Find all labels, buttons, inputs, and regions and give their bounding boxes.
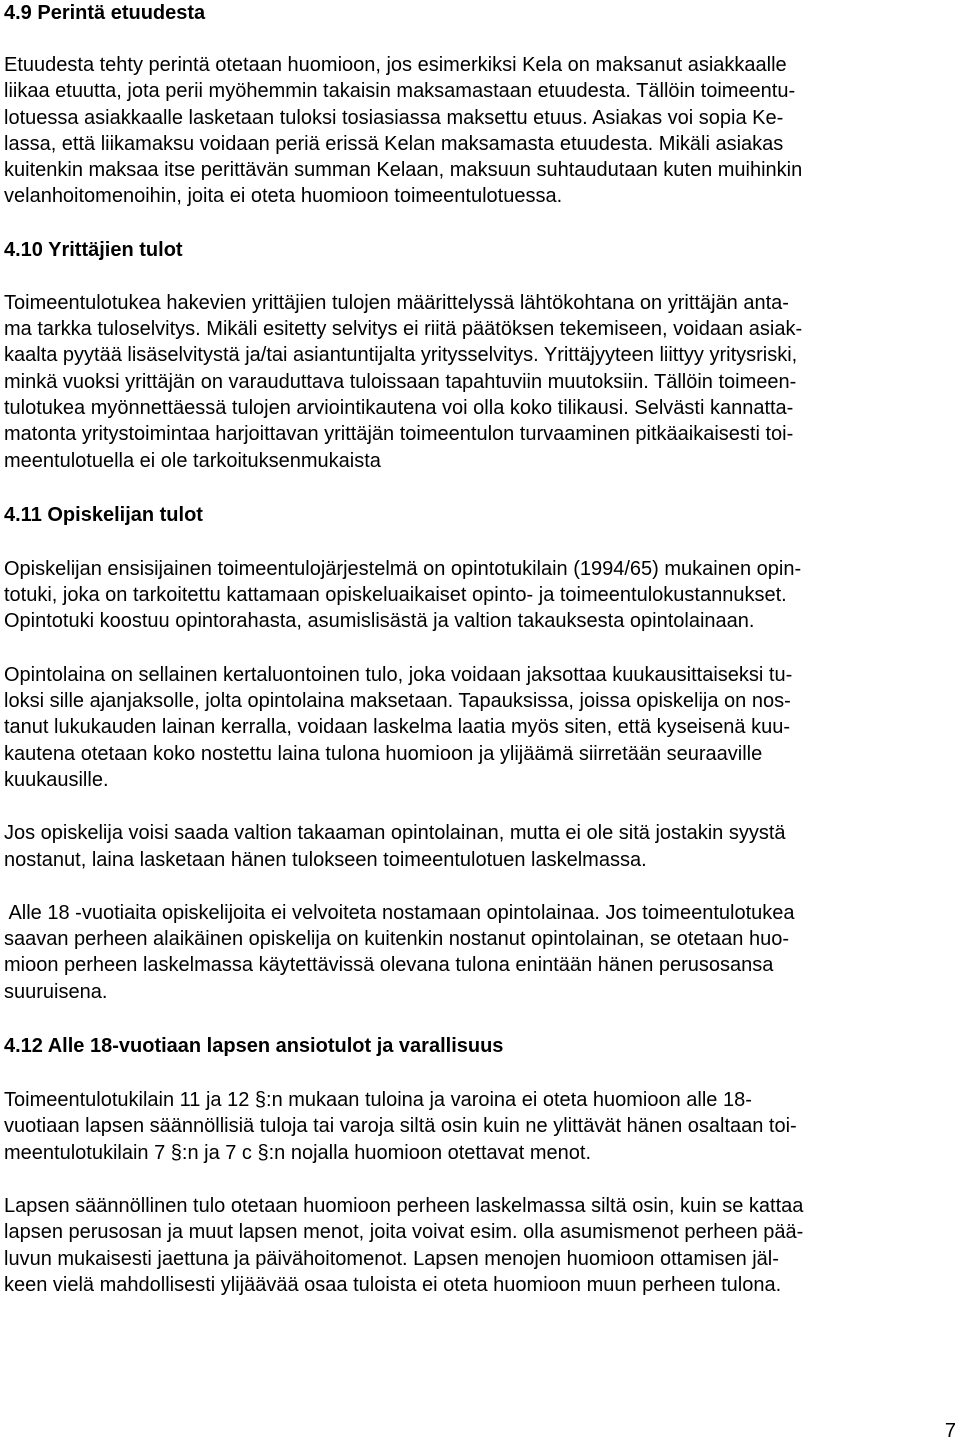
text-line: saavan perheen alaikäinen opiskelija on kuitenkin nostanut opintolainan, se otetaan huo- <box>4 928 790 951</box>
text-line: meentulotukilain 7 §:n ja 7 c §:n nojalla huomioon otettavat menot. <box>4 1141 592 1164</box>
text-line: Opintolaina on sellainen kertaluontoinen tulo, joka voidaan jaksottaa kuukausittaiseksi tu- <box>4 663 793 686</box>
text-line: Alle 18 -vuotiaita opiskelijoita ei velvoiteta nostamaan opintolainaa. Jos toimeentulotukea <box>4 901 795 924</box>
section-heading: 4.11 Opiskelijan tulot <box>4 503 203 526</box>
text-line: nostanut, laina lasketaan hänen tulokseen toimeentulotuen laskelmassa. <box>4 848 647 871</box>
text-line: tanut lukukauden lainan kerralla, voidaan laskelma laatia myös siten, että kyseisenä kuu- <box>4 716 790 739</box>
section-heading: 4.10 Yrittäjien tulot <box>4 238 183 261</box>
section-4-11 <box>4 502 949 1005</box>
page-number: 7 <box>944 1420 956 1442</box>
paragraph <box>4 1193 949 1298</box>
text-line: kuitenkin maksaa itse perittävän summan Kelaan, maksuun suhtaudutaan kuten muihinkin <box>4 159 803 182</box>
text-line: Etuudesta tehty perintä otetaan huomioon, jos esimerkiksi Kela on maksanut asiakkaalle <box>4 54 787 76</box>
text-line: Toimeentulotukilain 11 ja 12 §:n mukaan tuloina ja varoina ei oteta huomioon alle 18- <box>4 1089 752 1112</box>
document-page <box>4 0 949 1298</box>
text-line: kautena otetaan koko nostettu laina tulona huomioon ja ylijäämä siirretään seuraaville <box>4 742 763 765</box>
section-heading: 4.9 Perintä etuudesta <box>4 2 206 24</box>
text-line: minkä vuoksi yrittäjän on varauduttava tuloissaan tapahtuviin muutoksiin. Tällöin toimeen- <box>4 370 797 393</box>
paragraph <box>4 820 949 873</box>
text-line: luvun mukaisesti jaettuna ja päivähoitomenot. Lapsen menojen huomioon ottamisen jäl- <box>4 1247 779 1270</box>
text-line: Opiskelijan ensisijainen toimeentulojärjestelmä on opintotukilain (1994/65) mukainen opin- <box>4 557 802 580</box>
text-line: matonta yritystoimintaa harjoittavan yrittäjän toimeentulon turvaaminen pitkäaikaisesti toi- <box>4 423 794 446</box>
paragraph <box>4 556 949 635</box>
text-line: liikaa etuutta, jota perii myöhemmin takaisin maksamastaan etuudesta. Tällöin toimeentu- <box>4 80 796 103</box>
paragraph <box>4 52 949 210</box>
text-line: lapsen perusosan ja muut lapsen menot, joita voivat esim. olla asumismenot perheen pää- <box>4 1221 804 1244</box>
text-line: kaalta pyytää lisäselvitystä ja/tai asiantuntijalta yritysselvitys. Yrittäjyyteen liittyy yritysriski, <box>4 344 798 367</box>
paragraph <box>4 900 949 1005</box>
paragraph <box>4 662 949 793</box>
text-line: Toimeentulotukea hakevien yrittäjien tulojen määrittelyssä lähtökohtana on yrittäjän anta- <box>4 291 789 314</box>
text-line: kuukausille. <box>4 768 109 791</box>
text-line: lotuessa asiakkaalle lasketaan tuloksi tosiasiassa maksettu etuus. Asiakas voi sopia Ke- <box>4 106 784 129</box>
text-line: Jos opiskelija voisi saada valtion takaaman opintolainan, mutta ei ole sitä jostakin syystä <box>4 822 786 845</box>
text-line: Lapsen säännöllinen tulo otetaan huomioon perheen laskelmassa siltä osin, kuin se kattaa <box>4 1194 804 1217</box>
text-line: loksi sille ajanjaksolle, jolta opintolaina maksetaan. Tapauksissa, joissa opiskelija on nos- <box>4 690 791 713</box>
text-line: lassa, että liikamaksu voidaan periä erissä Kelan maksamasta etuudesta. Mikäli asiakas <box>4 132 784 155</box>
section-heading: 4.12 Alle 18-vuotiaan lapsen ansiotulot ja varallisuus <box>4 1035 504 1058</box>
section-4-12 <box>4 1033 949 1298</box>
paragraph <box>4 290 949 474</box>
text-line: ma tarkka tuloselvitys. Mikäli esitetty selvitys ei riitä päätöksen tekemiseen, voidaan asiak- <box>4 318 803 341</box>
text-line: vuotiaan lapsen säännöllisiä tuloja tai varoja siltä osin kuin ne ylittävät hänen osaltaan toi- <box>4 1115 797 1138</box>
text-line: tulotukea myönnettäessä tulojen arviointikautena voi olla koko tilikausi. Selvästi kannatta- <box>4 396 794 419</box>
text-line: meentulotuella ei ole tarkoituksenmukaista <box>4 449 381 472</box>
section-4-9 <box>4 0 949 210</box>
text-line: suuruisena. <box>4 980 108 1003</box>
text-line: keen vielä mahdollisesti ylijäävää osaa tuloista ei oteta huomioon muun perheen tulona. <box>4 1273 782 1296</box>
text-line: totuki, joka on tarkoitettu kattamaan opiskeluaikaiset opinto- ja toimeentulokustannukset. <box>4 584 787 607</box>
section-4-10 <box>4 237 949 474</box>
text-line: mioon perheen laskelmassa käytettävissä olevana tulona enintään hänen perusosansa <box>4 954 774 977</box>
text-line: Opintotuki koostuu opintorahasta, asumislisästä ja valtion takauksesta opintolainaan. <box>4 610 755 633</box>
paragraph <box>4 1087 949 1166</box>
text-line: velanhoitomenoihin, joita ei oteta huomioon toimeentulotuessa. <box>4 185 563 208</box>
